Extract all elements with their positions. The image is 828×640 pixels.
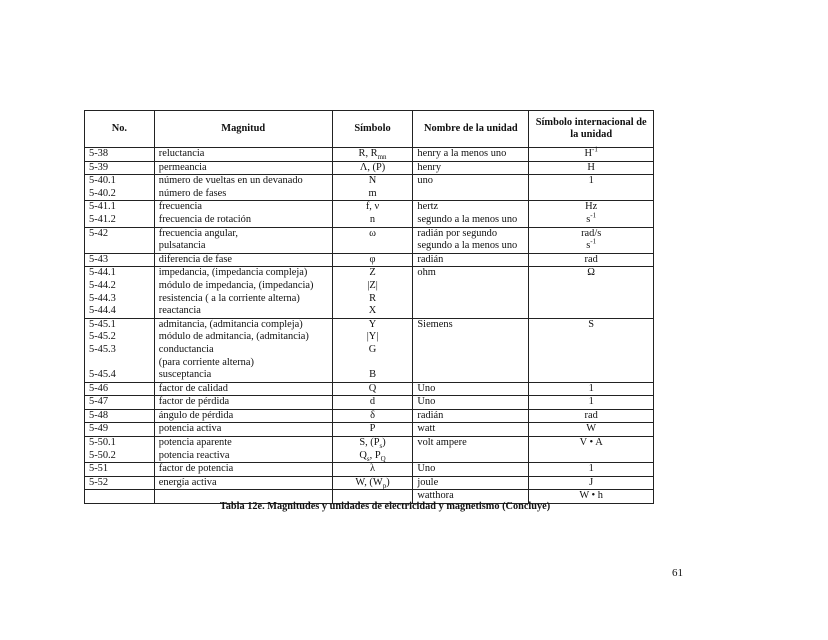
cell-line: factor de potencia: [158, 463, 234, 475]
cell-line: d: [369, 396, 376, 408]
table-row: [85, 201, 654, 227]
table-row: [85, 382, 654, 396]
cell-simbolo: [332, 382, 413, 396]
cell-no: [85, 409, 155, 423]
cell-line: frecuencia angular,: [158, 227, 238, 239]
cell-unidad: [413, 253, 529, 267]
cell-line: 5-45.2: [89, 331, 116, 343]
cell-line: permeancia: [158, 161, 207, 173]
cell-line: Uno: [417, 396, 436, 408]
cell-line: ohm: [417, 267, 436, 279]
cell-line: [337, 357, 409, 370]
cell-simbolo-si: [529, 463, 654, 477]
table-row: [85, 161, 654, 175]
cell-unidad: [413, 318, 529, 382]
cell-line: susceptancia: [158, 369, 212, 381]
header-magnitud: Magnitud: [154, 111, 332, 148]
cell-simbolo: [332, 227, 413, 253]
cell-magnitud: [154, 382, 332, 396]
cell-line: potencia aparente: [158, 437, 232, 449]
cell-line: [533, 211, 649, 227]
cell-magnitud: [154, 423, 332, 437]
text-segment: mn: [377, 153, 387, 162]
cell-line: W • h: [579, 490, 603, 502]
cell-line: n: [369, 213, 376, 225]
table-row: [85, 476, 654, 490]
cell-line: 1: [588, 175, 594, 187]
cell-line: Hz: [585, 201, 598, 213]
text-segment: W, (W: [355, 476, 383, 488]
cell-line: radián por segundo: [417, 227, 498, 239]
text-segment: Q: [380, 454, 386, 463]
cell-unidad: [413, 227, 529, 253]
cell-line: [533, 145, 649, 161]
header-nombre-unidad: Nombre de la unidad: [413, 111, 529, 148]
cell-line: 5-50.2: [89, 449, 116, 461]
cell-simbolo-si: [529, 201, 654, 227]
cell-line: Uno: [417, 463, 436, 475]
cell-line: X: [368, 305, 377, 317]
cell-simbolo: [332, 175, 413, 201]
table-row: [85, 318, 654, 382]
text-segment: s: [366, 454, 370, 463]
cell-line: V • A: [579, 437, 603, 449]
table-row: [85, 437, 654, 463]
cell-line: 5-43: [89, 253, 109, 265]
cell-unidad: [413, 476, 529, 490]
cell-magnitud: [154, 476, 332, 490]
cell-line: Q: [368, 382, 377, 394]
cell-line: G: [368, 343, 377, 355]
table-row: [85, 253, 654, 267]
cell-line: rad: [584, 253, 598, 265]
cell-no: [85, 423, 155, 437]
cell-line: conductancia: [158, 343, 214, 355]
cell-line: |Z|: [367, 279, 378, 291]
cell-line: H: [587, 161, 595, 173]
cell-line: número de fases: [158, 187, 227, 199]
text-segment: s: [379, 442, 383, 451]
cell-simbolo: [332, 318, 413, 382]
cell-unidad: [413, 437, 529, 463]
cell-simbolo: [332, 396, 413, 410]
table-header-row: [85, 111, 654, 148]
cell-line: segundo a la menos uno: [417, 240, 518, 252]
units-table: [84, 110, 654, 504]
cell-magnitud: [154, 437, 332, 463]
cell-no: [85, 253, 155, 267]
cell-magnitud: [154, 161, 332, 175]
cell-no: [85, 201, 155, 227]
cell-line: henry a la menos uno: [417, 148, 507, 159]
cell-line: ω: [369, 227, 376, 239]
cell-unidad: [413, 175, 529, 201]
cell-line: B: [369, 369, 376, 381]
cell-line: volt ampere: [417, 437, 467, 449]
cell-line: uno: [417, 175, 433, 187]
cell-simbolo-si: [529, 318, 654, 382]
cell-magnitud: [154, 409, 332, 423]
cell-unidad: [413, 161, 529, 175]
cell-line: 5-42: [89, 227, 109, 239]
cell-line: impedancia, (impedancia compleja): [158, 267, 308, 279]
cell-magnitud: [154, 175, 332, 201]
cell-line: watt: [417, 423, 436, 435]
cell-line: 5-44.4: [89, 305, 116, 317]
cell-magnitud: [154, 148, 332, 162]
table-row: [85, 423, 654, 437]
cell-simbolo: [332, 253, 413, 267]
cell-line: 5-39: [89, 161, 109, 173]
cell-line: m: [368, 187, 377, 199]
cell-simbolo: [332, 161, 413, 175]
cell-line: δ: [370, 409, 375, 421]
cell-line: S: [588, 318, 595, 330]
cell-magnitud: [154, 201, 332, 227]
cell-simbolo: [332, 409, 413, 423]
cell-no: [85, 396, 155, 410]
cell-line: reactancia: [158, 305, 201, 317]
cell-line: módulo de impedancia, (impedancia): [158, 279, 314, 291]
cell-simbolo: [332, 148, 413, 162]
cell-simbolo: [332, 437, 413, 463]
table-row: [85, 148, 654, 162]
cell-simbolo: [332, 267, 413, 318]
cell-simbolo-si: [529, 476, 654, 490]
cell-line: P: [369, 423, 376, 435]
cell-line: 5-50.1: [89, 437, 116, 449]
cell-line: 5-47: [89, 396, 109, 408]
text-segment: ): [382, 437, 386, 449]
text-segment: ): [386, 476, 390, 488]
cell-magnitud: [154, 253, 332, 267]
cell-no: [85, 267, 155, 318]
table-row: [85, 227, 654, 253]
cell-line: frecuencia de rotación: [158, 213, 252, 225]
cell-line: [337, 437, 409, 450]
table-row: [85, 463, 654, 477]
cell-line: hertz: [417, 201, 439, 213]
cell-simbolo-si: [529, 409, 654, 423]
cell-unidad: [413, 382, 529, 396]
cell-line: Λ, (P): [359, 161, 386, 173]
cell-line: Uno: [417, 382, 436, 394]
cell-simbolo-si: [529, 227, 654, 253]
cell-no: [85, 463, 155, 477]
table-caption: Tabla 12e. Magnitudes y unidades de electricidad y magnetismo (Concluye): [219, 501, 551, 512]
cell-simbolo-si: [529, 382, 654, 396]
cell-magnitud: [154, 227, 332, 253]
cell-line: factor de pérdida: [158, 396, 230, 408]
cell-simbolo: [332, 423, 413, 437]
cell-line: 5-45.3: [89, 343, 116, 355]
cell-line: rad/s: [581, 227, 602, 239]
cell-line: Y: [368, 318, 377, 330]
cell-line: |Y|: [366, 331, 379, 343]
cell-line: 5-48: [89, 409, 109, 421]
cell-simbolo-si: [529, 267, 654, 318]
cell-line: φ: [369, 253, 376, 265]
table-row: [85, 409, 654, 423]
cell-no: [85, 161, 155, 175]
cell-no: [85, 148, 155, 162]
cell-unidad: [413, 463, 529, 477]
cell-line: 5-38: [89, 148, 109, 159]
text-segment: R, R: [358, 148, 378, 159]
cell-simbolo: [332, 476, 413, 490]
table-row: [85, 267, 654, 318]
cell-line: admitancia, (admitancia compleja): [158, 318, 303, 330]
cell-simbolo-si: [529, 423, 654, 437]
cell-line: [533, 237, 649, 253]
cell-line: f, ν: [365, 201, 380, 213]
cell-line: [89, 357, 150, 370]
cell-line: λ: [370, 463, 376, 475]
cell-line: 5-40.1: [89, 175, 116, 187]
cell-line: pulsatancia: [158, 240, 206, 252]
text-segment: , P: [369, 449, 381, 461]
cell-line: 1: [588, 382, 594, 394]
cell-simbolo-si: [529, 253, 654, 267]
cell-line: 5-44.3: [89, 292, 116, 304]
cell-line: Ω: [587, 267, 596, 279]
cell-line: módulo de admitancia, (admitancia): [158, 331, 309, 343]
cell-no: [85, 476, 155, 490]
cell-magnitud: [154, 463, 332, 477]
cell-simbolo-si: [529, 145, 654, 162]
cell-line: (para corriente alterna): [158, 356, 254, 368]
cell-no: [85, 175, 155, 201]
header-simbolo: Símbolo: [332, 111, 413, 148]
cell-line: 5-49: [89, 423, 109, 435]
cell-line: factor de calidad: [158, 382, 228, 394]
cell-line: 1: [588, 396, 594, 408]
cell-line: ángulo de pérdida: [158, 409, 234, 421]
cell-line: J: [589, 476, 594, 488]
cell-line: frecuencia: [158, 201, 203, 213]
cell-no: [85, 318, 155, 382]
cell-line: radián: [417, 409, 444, 421]
cell-line: segundo a la menos uno: [417, 213, 518, 225]
cell-line: número de vueltas en un devanado: [158, 175, 303, 187]
cell-magnitud: [154, 267, 332, 318]
cell-line: 5-41.1: [89, 201, 116, 213]
cell-simbolo: [332, 463, 413, 477]
cell-line: radián: [417, 253, 444, 265]
text-segment: -1: [592, 145, 598, 154]
cell-simbolo-si: [529, 175, 654, 201]
cell-line: energía activa: [158, 476, 217, 488]
cell-line: R: [369, 292, 376, 304]
cell-line: [337, 148, 409, 161]
cell-line: henry: [417, 161, 442, 173]
table-row: [85, 396, 654, 410]
cell-line: reluctancia: [158, 148, 205, 159]
cell-line: N: [368, 175, 377, 187]
cell-no: [85, 437, 155, 463]
cell-line: W: [586, 423, 597, 435]
cell-line: 5-51: [89, 463, 109, 475]
text-segment: H: [584, 148, 592, 159]
cell-simbolo-si: [529, 161, 654, 175]
text-segment: S, (P: [359, 437, 380, 449]
cell-line: [337, 450, 409, 463]
cell-line: rad: [584, 409, 598, 421]
cell-line: potencia reactiva: [158, 449, 230, 461]
cell-line: Siemens: [417, 318, 453, 330]
cell-unidad: [413, 423, 529, 437]
header-no: No.: [85, 111, 155, 148]
cell-line: Z: [369, 267, 376, 279]
cell-magnitud: [154, 318, 332, 382]
cell-line: 5-44.1: [89, 267, 116, 279]
cell-line: 5-44.2: [89, 279, 116, 291]
text-segment: s: [586, 240, 591, 252]
cell-simbolo: [332, 201, 413, 227]
cell-unidad: [413, 409, 529, 423]
cell-line: 5-40.2: [89, 187, 116, 199]
cell-line: potencia activa: [158, 423, 222, 435]
cell-line: joule: [417, 476, 439, 488]
header-simbolo-internacional: Símbolo internacional de la unidad: [529, 111, 654, 148]
cell-simbolo-si: [529, 437, 654, 463]
cell-no: [85, 382, 155, 396]
text-segment: -1: [590, 211, 597, 220]
text-segment: Q: [359, 449, 367, 461]
cell-line: 5-45.1: [89, 318, 116, 330]
cell-line: [337, 477, 409, 490]
cell-line: 5-45.4: [89, 369, 116, 381]
text-segment: -1: [590, 237, 597, 246]
cell-line: diferencia de fase: [158, 253, 233, 265]
cell-line: 5-41.2: [89, 213, 116, 225]
page-number: 61: [672, 567, 683, 579]
cell-magnitud: [154, 396, 332, 410]
cell-unidad: [413, 396, 529, 410]
cell-line: resistencia ( a la corriente alterna): [158, 292, 300, 304]
cell-line: 5-46: [89, 382, 109, 394]
cell-line: 1: [588, 463, 594, 475]
cell-unidad: [413, 201, 529, 227]
cell-unidad: [413, 267, 529, 318]
text-segment: s: [586, 213, 591, 225]
cell-no: [85, 227, 155, 253]
cell-unidad: [413, 148, 529, 162]
cell-simbolo-si: [529, 396, 654, 410]
cell-line: 5-52: [89, 476, 109, 488]
table-row: [85, 175, 654, 201]
cell-line: watthora: [417, 490, 454, 502]
text-segment: p: [382, 481, 387, 490]
